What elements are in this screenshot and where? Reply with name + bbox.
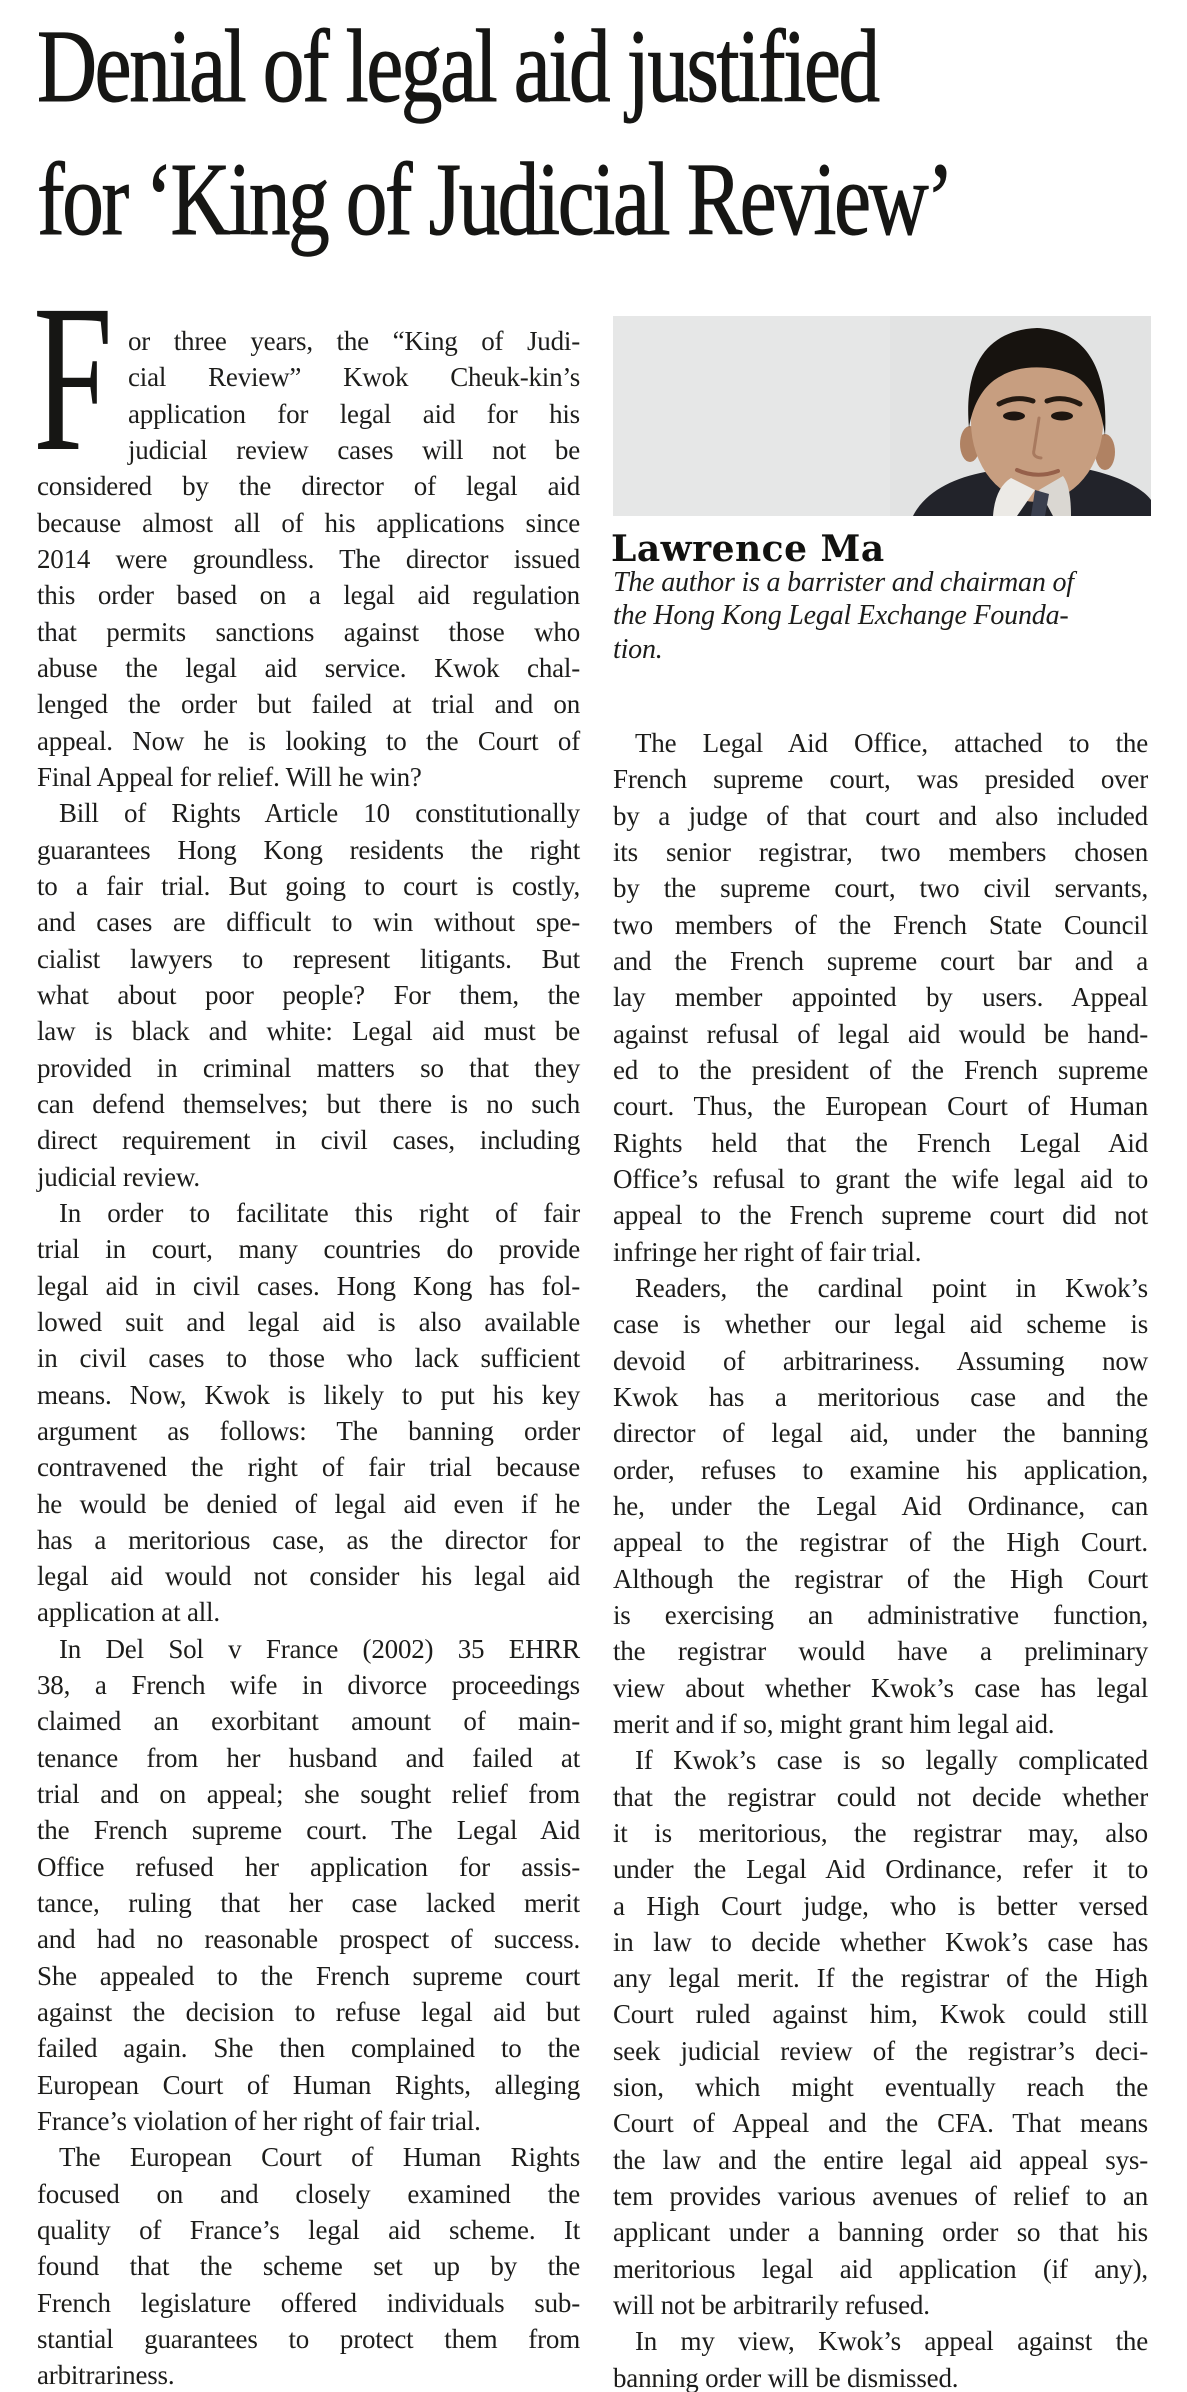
paragraph	[613, 725, 1148, 1270]
body-line: argument as follows: The banning order	[37, 1415, 580, 1446]
body-line: applicant under a banning order so that his	[613, 2217, 1148, 2248]
body-line: provided in criminal matters so that they	[37, 1052, 580, 1083]
body-line: Kwok has a meritorious case and the	[613, 1381, 1148, 1412]
body-line: means. Now, Kwok is likely to put his key	[37, 1379, 580, 1410]
body-line: meritorious legal aid application (if any),	[613, 2253, 1148, 2284]
body-line: claimed an exorbitant amount of main-	[37, 1706, 580, 1737]
body-line: found that the scheme set up by the	[37, 2251, 580, 2282]
body-line: 38, a French wife in divorce proceedings	[37, 1670, 580, 1701]
body-line: because almost all of his applications since	[37, 507, 580, 538]
body-line: arbitrariness.	[37, 2360, 175, 2391]
body-line: In Del Sol v France (2002) 35 EHRR	[59, 1633, 580, 1664]
body-line: is exercising an administrative function,	[613, 1599, 1148, 1630]
body-line: lowed suit and legal aid is also available	[37, 1306, 580, 1337]
body-line: Court ruled against him, Kwok could still	[613, 1999, 1148, 2030]
author-photo	[613, 316, 1151, 516]
paragraph	[37, 1631, 580, 2140]
body-line: he would be denied of legal aid even if he	[37, 1488, 580, 1519]
paragraph	[33, 261, 580, 795]
body-line: sion, which might eventually reach the	[613, 2072, 1148, 2103]
body-line: European Court of Human Rights, alleging	[37, 2069, 580, 2100]
body-line: banning order will be dismissed.	[613, 2362, 959, 2392]
body-line: tance, ruling that her case lacked merit	[37, 1888, 580, 1919]
paragraph	[37, 795, 580, 1195]
body-line: trial and on appeal; she sought relief from	[37, 1779, 580, 1810]
body-line: French legislature offered individuals sub-	[37, 2287, 580, 2318]
body-line: this order based on a legal aid regulation	[37, 580, 580, 611]
body-line: tenance from her husband and failed at	[37, 1742, 580, 1773]
body-line: Rights held that the French Legal Aid	[613, 1127, 1148, 1158]
body-line: the French supreme court. The Legal Aid	[37, 1815, 580, 1846]
body-line: stantial guarantees to protect them from	[37, 2324, 580, 2355]
body-line: cialist lawyers to represent litigants. But	[37, 943, 580, 974]
body-line: Office refused her application for assis-	[37, 1851, 580, 1882]
body-line: tem provides various avenues of relief to an	[613, 2181, 1148, 2212]
body-line: In my view, Kwok’s appeal against the	[635, 2326, 1148, 2357]
paragraph	[613, 2323, 1148, 2392]
body-line: legal aid would not consider his legal aid	[37, 1561, 580, 1592]
body-line: and cases are difficult to win without spe-	[37, 907, 580, 938]
body-line: lay member appointed by users. Appeal	[613, 982, 1148, 1013]
body-line: law is black and white: Legal aid must be	[37, 1016, 580, 1047]
body-line: ed to the president of the French supreme	[613, 1054, 1148, 1085]
body-line: seek judicial review of the registrar’s deci-	[613, 2035, 1148, 2066]
body-line: infringe her right of fair trial.	[613, 1236, 922, 1267]
body-line: two members of the French State Council	[613, 909, 1148, 940]
paragraph	[37, 1195, 580, 1631]
body-line: French supreme court, was presided over	[613, 764, 1148, 795]
paragraph	[37, 2139, 580, 2392]
author-bio-line: tion.	[613, 633, 663, 665]
body-line: to a fair trial. But going to court is costly,	[37, 870, 580, 901]
body-line: under the Legal Aid Ordinance, refer it to	[613, 1854, 1148, 1885]
body-line: contravened the right of fair trial because	[37, 1452, 580, 1483]
author-name: Lawrence Ma	[611, 528, 885, 570]
body-line: Final Appeal for relief. Will he win?	[37, 761, 422, 792]
body-line: considered by the director of legal aid	[37, 471, 580, 502]
body-line: that permits sanctions against those who	[37, 616, 580, 647]
body-line: focused on and closely examined the	[37, 2178, 580, 2209]
body-line: legal aid in civil cases. Hong Kong has fol-	[37, 1270, 580, 1301]
body-line: In order to facilitate this right of fair	[59, 1197, 580, 1228]
body-line: direct requirement in civil cases, including	[37, 1125, 580, 1156]
body-line: that the registrar could not decide whether	[613, 1781, 1148, 1812]
body-line: view about whether Kwok’s case has legal	[613, 1672, 1148, 1703]
body-line: failed again. She then complained to the	[37, 2033, 580, 2064]
article-column-left	[33, 261, 580, 2392]
body-line: a High Court judge, who is better versed	[613, 1890, 1148, 1921]
paragraph	[613, 1742, 1148, 2323]
body-line: 2014 were groundless. The director issued	[37, 543, 580, 574]
body-line: trial in court, many countries do provide	[37, 1234, 580, 1265]
body-line: Although the registrar of the High Court	[613, 1563, 1148, 1594]
body-line: appeal to the French supreme court did not	[613, 1200, 1148, 1231]
body-line: any legal merit. If the registrar of the High	[613, 1963, 1148, 1994]
paragraph	[613, 1270, 1148, 1742]
body-line: order, refuses to examine his application,	[613, 1454, 1148, 1485]
body-line: case is whether our legal aid scheme is	[613, 1309, 1148, 1340]
body-line: If Kwok’s case is so legally complicated	[635, 1745, 1148, 1776]
body-line: The Legal Aid Office, attached to the	[635, 728, 1148, 758]
body-line: cial Review” Kwok Cheuk-kin’s	[128, 362, 580, 393]
body-line: will not be arbitrarily refused.	[613, 2290, 930, 2321]
body-line: by a judge of that court and also included	[613, 800, 1148, 831]
author-portrait-illustration	[613, 316, 1151, 516]
body-line: what about poor people? For them, the	[37, 979, 580, 1010]
body-line: can defend themselves; but there is no such	[37, 1088, 580, 1119]
body-line: Court of Appeal and the CFA. That means	[613, 2108, 1148, 2139]
body-line: and had no reasonable prospect of success.	[37, 1924, 580, 1955]
author-bio	[613, 566, 1148, 666]
body-line: devoid of arbitrariness. Assuming now	[613, 1345, 1148, 1376]
body-line: or three years, the “King of Judi-	[128, 326, 580, 356]
body-line: director of legal aid, under the banning	[613, 1418, 1148, 1449]
body-line: judicial review cases will not be	[128, 434, 580, 465]
body-line: court. Thus, the European Court of Human	[613, 1091, 1148, 1122]
body-line: application for legal aid for his	[128, 398, 580, 429]
body-line: She appealed to the French supreme court	[37, 1960, 580, 1991]
body-line: its senior registrar, two members chosen	[613, 836, 1148, 867]
body-line: and the French supreme court bar and a	[613, 945, 1148, 976]
body-line: has a meritorious case, as the director for	[37, 1524, 580, 1555]
body-line: application at all.	[37, 1597, 220, 1628]
body-line: merit and if so, might grant him legal aid.	[613, 1708, 1055, 1739]
body-line: in civil cases to those who lack sufficient	[37, 1343, 580, 1374]
body-line: against the decision to refuse legal aid but	[37, 1997, 580, 2028]
author-bio-line: The author is a barrister and chairman of	[613, 567, 1074, 598]
author-bio-line: the Hong Kong Legal Exchange Founda-	[613, 600, 1069, 632]
body-line: lenged the order but failed at trial and on	[37, 689, 580, 720]
body-line: The European Court of Human Rights	[59, 2142, 580, 2173]
article-column-right	[613, 725, 1148, 2392]
body-line: judicial review.	[37, 1161, 200, 1192]
body-line: appeal to the registrar of the High Court.	[613, 1527, 1148, 1558]
body-line: appeal. Now he is looking to the Court of	[37, 725, 580, 756]
body-line: the law and the entire legal aid appeal sys-	[613, 2144, 1148, 2175]
body-line: in law to decide whether Kwok’s case has	[613, 1926, 1148, 1957]
body-line: Bill of Rights Article 10 constitutionally	[59, 798, 580, 829]
body-line: Office’s refusal to grant the wife legal aid to	[613, 1163, 1148, 1194]
headline	[37, 0, 1187, 266]
body-line: quality of France’s legal aid scheme. It	[37, 2215, 580, 2246]
body-line: it is meritorious, the registrar may, also	[613, 1817, 1148, 1848]
body-line: the registrar would have a preliminary	[613, 1636, 1148, 1667]
body-line: France’s violation of her right of fair trial.	[37, 2106, 481, 2137]
headline-line: for ‘King of Judicial Review’	[37, 142, 952, 257]
body-line: Readers, the cardinal point in Kwok’s	[635, 1272, 1148, 1303]
body-line: he, under the Legal Aid Ordinance, can	[613, 1490, 1148, 1521]
body-line: abuse the legal aid service. Kwok chal-	[37, 652, 580, 683]
body-line: guarantees Hong Kong residents the right	[37, 834, 580, 865]
body-line: against refusal of legal aid would be hand-	[613, 1018, 1148, 1049]
body-line: by the supreme court, two civil servants,	[613, 873, 1148, 904]
headline-line: Denial of legal aid justified	[37, 9, 878, 124]
drop-cap: F	[33, 261, 113, 495]
